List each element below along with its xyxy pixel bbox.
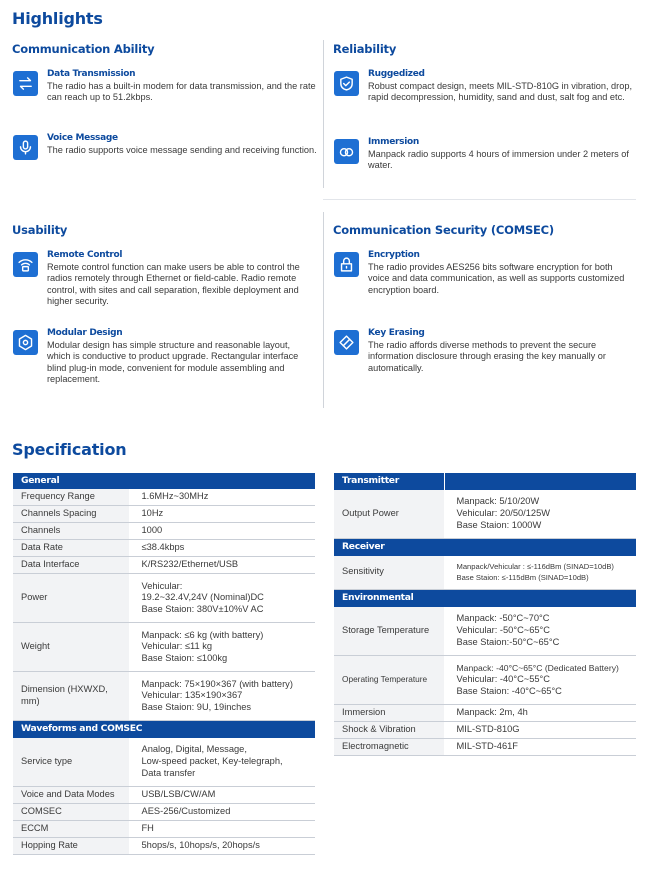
water-drops-icon bbox=[334, 139, 359, 164]
feature-description: Manpack radio supports 4 hours of immersion under 2 meters of water. bbox=[368, 149, 629, 171]
table-row bbox=[13, 557, 315, 574]
feature-title: Key Erasing bbox=[368, 328, 425, 338]
feature-title: Immersion bbox=[368, 137, 419, 147]
spec-value bbox=[129, 672, 315, 721]
spec-key: Frequency Range bbox=[13, 489, 129, 506]
microphone-icon bbox=[13, 135, 38, 160]
spec-value bbox=[444, 556, 636, 590]
spec-key: Electromagnetic bbox=[334, 739, 444, 756]
table-row bbox=[13, 506, 315, 523]
spec-value-line: Vehicular: 20/50/125W bbox=[456, 507, 551, 518]
spec-value: 1000 bbox=[129, 523, 315, 540]
feature-description: The radio has a built-in modem for data transmission, and the rate can reach up to 51.2kbps. bbox=[47, 81, 316, 103]
table-row bbox=[13, 838, 315, 855]
spec-value-line: Vehicular: -50°C~65°C bbox=[456, 624, 550, 635]
table-header-general bbox=[13, 473, 315, 489]
lock-icon bbox=[334, 252, 359, 277]
divider-vertical-top bbox=[323, 40, 324, 188]
spec-key: Voice and Data Modes bbox=[13, 787, 129, 804]
spec-value-line: Base Staion:-50°C~65°C bbox=[456, 636, 560, 647]
spec-key: Storage Temperature bbox=[334, 607, 444, 656]
table-row bbox=[334, 739, 636, 756]
hexagon-module-icon bbox=[13, 330, 38, 355]
spec-value-line: Manpack: 75×190×367 (with battery) bbox=[141, 678, 293, 689]
spec-value: Manpack: 2m, 4h bbox=[444, 705, 636, 722]
table-header-receiver bbox=[334, 539, 636, 556]
spec-value-line: Base Staion: 9U, 19inches bbox=[141, 701, 252, 712]
spec-value: ≤38.4kbps bbox=[129, 540, 315, 557]
spec-value-line: Base Staion: 380V±10%V AC bbox=[141, 603, 264, 614]
spec-value-line: Low-speed packet, Key-telegraph, bbox=[141, 755, 283, 766]
table-header-label: Waveforms and COMSEC bbox=[13, 721, 315, 738]
spec-table-right bbox=[334, 472, 636, 756]
spec-value-line: Data transfer bbox=[141, 767, 196, 778]
spec-key: COMSEC bbox=[13, 804, 129, 821]
spec-value-line: Manpack/Vehicular : ≤-116dBm (SINAD=10dB) bbox=[456, 561, 614, 571]
spec-value bbox=[444, 490, 636, 539]
spec-value: FH bbox=[129, 821, 315, 838]
table-row bbox=[13, 540, 315, 557]
table-row bbox=[13, 523, 315, 540]
wifi-signal-icon bbox=[13, 252, 38, 277]
divider-vertical-bottom bbox=[323, 212, 324, 408]
spec-value bbox=[129, 623, 315, 672]
table-row bbox=[334, 556, 636, 590]
spec-key: Output Power bbox=[334, 490, 444, 539]
section-title-comsec: Communication Security (COMSEC) bbox=[333, 223, 554, 237]
spec-key: Hopping Rate bbox=[13, 838, 129, 855]
table-row bbox=[13, 623, 315, 672]
table-header-label: General bbox=[13, 473, 315, 489]
spec-key: Dimension (HXWXD, mm) bbox=[13, 672, 129, 721]
spec-key: Data Interface bbox=[13, 557, 129, 574]
feature-description: Remote control function can make users be able to control the radios remotely through Ethernet or field-cable. Radio remote control, with sites and call separation, flexible deployment and higher security. bbox=[47, 262, 300, 307]
spec-value: 10Hz bbox=[129, 506, 315, 523]
spec-key: Service type bbox=[13, 738, 129, 787]
spec-value-line: Base Staion: ≤100kg bbox=[141, 652, 228, 663]
table-header-label: Transmitter bbox=[334, 473, 444, 490]
spec-key: Immersion bbox=[334, 705, 444, 722]
spec-value-line: Manpack: 5/10/20W bbox=[456, 496, 540, 507]
feature-description: Robust compact design, meets MIL-STD-810G in vibration, drop, rapid decompression, humidity, sand and dust, salt fog and etc. bbox=[368, 81, 633, 103]
feature-description: The radio affords diverse methods to prevent the secure information disclosure through erasing the key manually or automatically. bbox=[368, 340, 606, 373]
table-row bbox=[334, 607, 636, 656]
spec-value: MIL-STD-461F bbox=[444, 739, 636, 756]
spec-value-line: 19.2~32.4V,24V (Nominal)DC bbox=[141, 592, 264, 603]
feature-title: Modular Design bbox=[47, 328, 123, 338]
spec-value-line: Base Staion: ≤-115dBm (SINAD=10dB) bbox=[456, 573, 589, 583]
feature-title: Encryption bbox=[368, 250, 420, 260]
spec-value bbox=[444, 656, 636, 705]
feature-title: Voice Message bbox=[47, 133, 118, 143]
table-header-environmental bbox=[334, 590, 636, 607]
table-row bbox=[334, 722, 636, 739]
spec-key: Channels Spacing bbox=[13, 506, 129, 523]
table-header-blank bbox=[444, 473, 636, 490]
feature-title: Remote Control bbox=[47, 250, 123, 260]
feature-title: Ruggedized bbox=[368, 69, 425, 79]
section-title-communication-ability: Communication Ability bbox=[12, 42, 155, 56]
table-row bbox=[13, 672, 315, 721]
spec-value-line: Manpack: ≤6 kg (with battery) bbox=[141, 629, 264, 640]
table-row bbox=[334, 490, 636, 539]
table-row bbox=[13, 821, 315, 838]
spec-value bbox=[129, 738, 315, 787]
table-row bbox=[334, 656, 636, 705]
spec-value-line: Manpack: -50°C~70°C bbox=[456, 613, 550, 624]
section-title-usability: Usability bbox=[12, 223, 68, 237]
spec-value-line: Base Staion: -40°C~65°C bbox=[456, 685, 562, 696]
section-title-reliability: Reliability bbox=[333, 42, 397, 56]
spec-value bbox=[444, 607, 636, 656]
spec-value-line: Vehicular: 135×190×367 bbox=[141, 690, 243, 701]
spec-value-line: Analog, Digital, Message, bbox=[141, 744, 247, 755]
table-row bbox=[334, 705, 636, 722]
spec-key: Channels bbox=[13, 523, 129, 540]
spec-value: K/RS232/Ethernet/USB bbox=[129, 557, 315, 574]
spec-key: Weight bbox=[13, 623, 129, 672]
spec-value: MIL-STD-810G bbox=[444, 722, 636, 739]
spec-value-line: Vehicular: bbox=[141, 580, 183, 591]
spec-key: Operating Temperature bbox=[334, 656, 444, 705]
spec-value-line: Base Staion: 1000W bbox=[456, 519, 542, 530]
feature-description: Modular design has simple structure and reasonable layout, which is conductive to product upgrade. Rectangular interface blind plug-in mode, convenient for module assembling and replacement. bbox=[47, 340, 299, 385]
spec-value: AES-256/Customized bbox=[129, 804, 315, 821]
table-header-transmitter bbox=[334, 473, 636, 490]
spec-value-line: Manpack: -40°C~65°C (Dedicated Battery) bbox=[456, 662, 619, 673]
spec-key: Sensitivity bbox=[334, 556, 444, 590]
feature-description: The radio provides AES256 bits software encryption for both voice and data communication, as well as supports customized encryption board. bbox=[368, 262, 625, 295]
spec-value-line: Vehicular: -40°C~55°C bbox=[456, 674, 550, 685]
table-row bbox=[13, 787, 315, 804]
spec-value: USB/LSB/CW/AM bbox=[129, 787, 315, 804]
eraser-icon bbox=[334, 330, 359, 355]
spec-key: ECCM bbox=[13, 821, 129, 838]
feature-description: The radio supports voice message sending and receiving function. bbox=[47, 145, 317, 155]
table-header-label: Receiver bbox=[334, 539, 636, 556]
table-row bbox=[13, 804, 315, 821]
spec-table-left bbox=[13, 472, 315, 855]
spec-value bbox=[129, 574, 315, 623]
spec-key: Power bbox=[13, 574, 129, 623]
spec-key: Shock & Vibration bbox=[334, 722, 444, 739]
spec-key: Data Rate bbox=[13, 540, 129, 557]
transfer-arrows-icon bbox=[13, 71, 38, 96]
table-row bbox=[13, 489, 315, 506]
spec-value: 1.6MHz~30MHz bbox=[129, 489, 315, 506]
table-row bbox=[13, 738, 315, 787]
specification-title: Specification bbox=[12, 440, 127, 459]
shield-icon bbox=[334, 71, 359, 96]
table-row bbox=[13, 574, 315, 623]
divider-horizontal bbox=[323, 199, 636, 200]
spec-value: 5hops/s, 10hops/s, 20hops/s bbox=[129, 838, 315, 855]
highlights-title: Highlights bbox=[12, 9, 103, 28]
spec-value-line: Vehicular: ≤11 kg bbox=[141, 641, 213, 652]
table-header-waveforms bbox=[13, 721, 315, 738]
feature-title: Data Transmission bbox=[47, 69, 136, 79]
table-header-label: Environmental bbox=[334, 590, 636, 607]
